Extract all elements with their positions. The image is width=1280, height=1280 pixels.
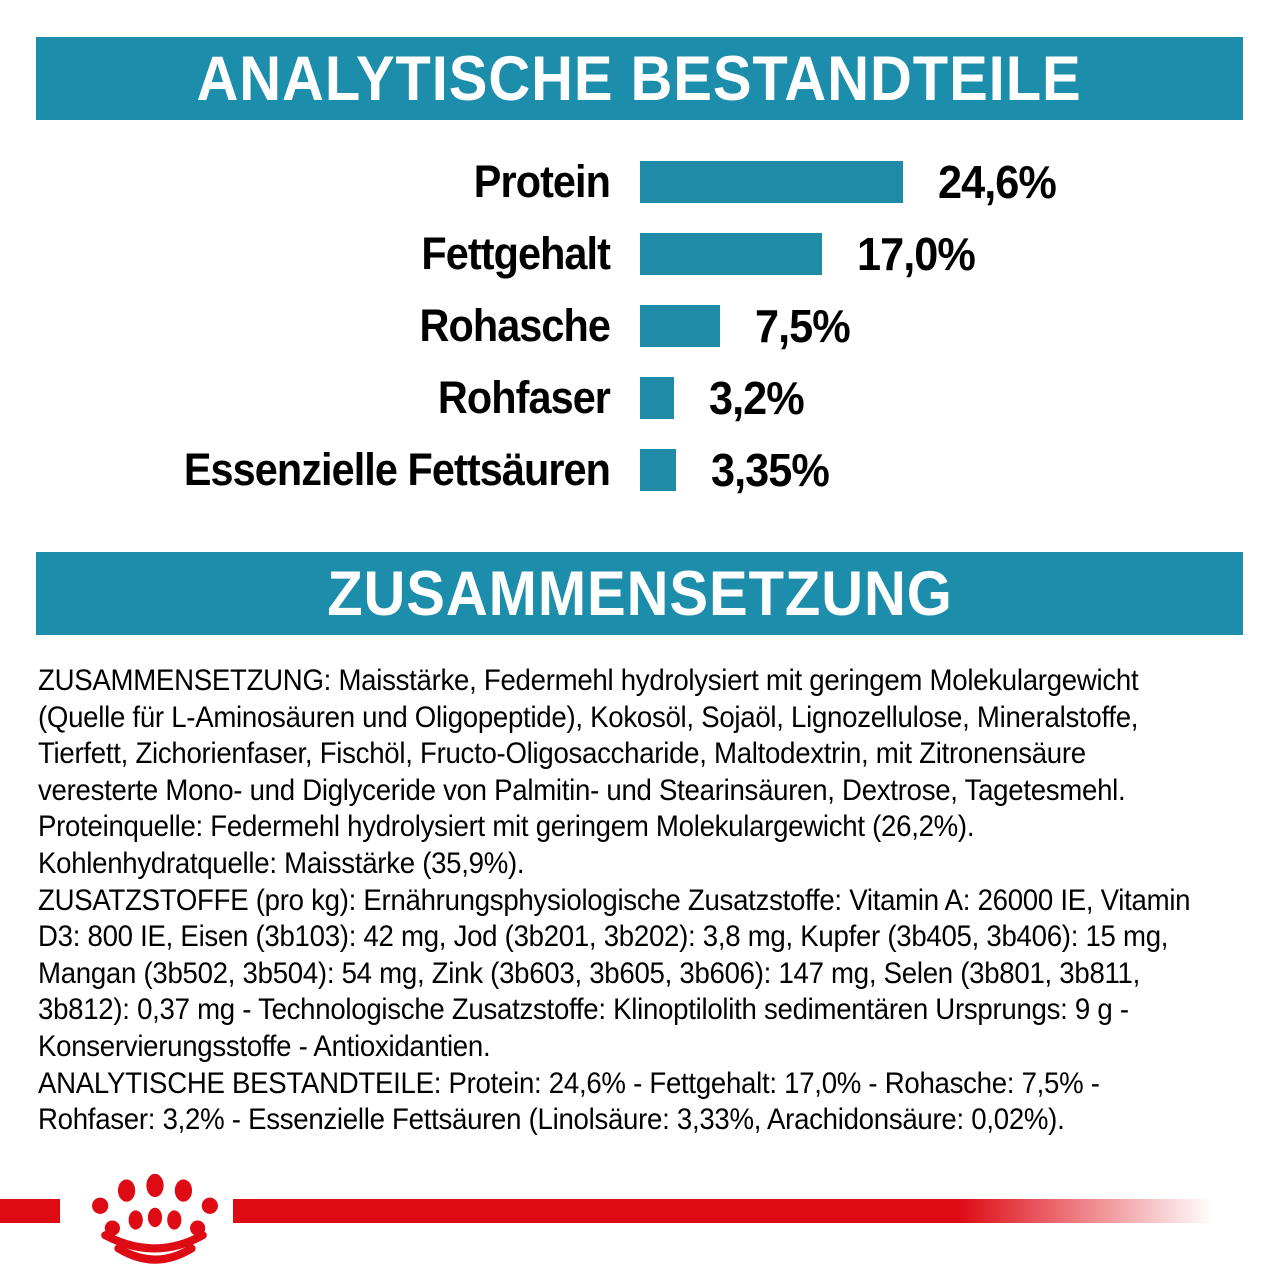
bar-label: Essenzielle Fettsäuren bbox=[183, 444, 611, 495]
bar-value: 3,35% bbox=[711, 444, 829, 496]
bar-label: Rohfaser bbox=[437, 372, 610, 423]
bar-protein bbox=[640, 161, 903, 203]
bar-rohasche bbox=[640, 305, 720, 347]
composition-line: (Quelle für L-Aminosäuren und Oligopeptide), Kokosöl, Sojaöl, Lignozellulose, Mineralstoffe, bbox=[38, 700, 1139, 734]
brand-stripe-left bbox=[0, 1199, 60, 1223]
composition-line: Kohlenhydratquelle: Maisstärke (35,9%). bbox=[38, 846, 525, 880]
royal-canin-crown-icon bbox=[89, 1174, 221, 1268]
chart-row-rohfaser bbox=[40, 372, 1240, 424]
bar-fettgehalt bbox=[640, 233, 822, 275]
composition-line: Proteinquelle: Federmehl hydrolysiert mit geringem Molekulargewicht (26,2%). bbox=[38, 810, 975, 844]
composition-line: 3b812): 0,37 mg - Technologische Zusatzstoffe: Klinoptilolith sedimentären Ursprungs: 9 g - bbox=[38, 993, 1129, 1027]
composition-header-title: ZUSAMMENSETZUNG bbox=[326, 558, 953, 629]
chart-row-fettgehalt bbox=[40, 228, 1240, 280]
bar-value: 7,5% bbox=[755, 300, 850, 352]
composition-line: ANALYTISCHE BESTANDTEILE: Protein: 24,6% - Fettgehalt: 17,0% - Rohasche: 7,5% - bbox=[38, 1066, 1100, 1100]
bar-label: Protein bbox=[473, 156, 610, 207]
bar-value: 24,6% bbox=[938, 156, 1056, 208]
analytics-bar-chart bbox=[40, 156, 1240, 520]
composition-text-block bbox=[38, 663, 1191, 1139]
chart-row-rohasche bbox=[40, 300, 1240, 352]
composition-line: D3: 800 IE, Eisen (3b103): 42 mg, Jod (3b201, 3b202): 3,8 mg, Kupfer (3b405, 3b406): 15 mg, bbox=[38, 920, 1169, 954]
bar-label: Rohasche bbox=[419, 300, 610, 351]
bar-label: Fettgehalt bbox=[421, 228, 610, 279]
bar-value: 3,2% bbox=[709, 372, 804, 424]
composition-header-band bbox=[36, 552, 1243, 635]
chart-row-essenzielle-fettsaeuren bbox=[40, 444, 1240, 496]
chart-row-protein bbox=[40, 156, 1240, 208]
analytics-header-band bbox=[36, 37, 1243, 120]
bar-value: 17,0% bbox=[857, 228, 975, 280]
analytics-header-title: ANALYTISCHE BESTANDTEILE bbox=[196, 43, 1083, 114]
bar-essenzielle-fettsaeuren bbox=[640, 449, 676, 491]
brand-stripe-right bbox=[233, 1199, 1213, 1223]
composition-line: ZUSATZSTOFFE (pro kg): Ernährungsphysiologische Zusatzstoffe: Vitamin A: 26000 IE, Vitamin bbox=[38, 883, 1191, 917]
composition-line: Konservierungsstoffe - Antioxidantien. bbox=[38, 1029, 491, 1063]
composition-line: Tierfett, Zichorienfaser, Fischöl, Fructo-Oligosaccharide, Maltodextrin, mit Zitronensäure bbox=[38, 737, 1086, 771]
composition-line: Mangan (3b502, 3b504): 54 mg, Zink (3b603, 3b605, 3b606): 147 mg, Selen (3b801, 3b811, bbox=[38, 956, 1141, 990]
composition-line: veresterte Mono- und Diglyceride von Palmitin- und Stearinsäuren, Dextrose, Tagetesmehl. bbox=[38, 773, 1126, 807]
bar-rohfaser bbox=[640, 377, 674, 419]
composition-line: ZUSAMMENSETZUNG: Maisstärke, Federmehl hydrolysiert mit geringem Molekulargewicht bbox=[38, 664, 1139, 697]
composition-line: Rohfaser: 3,2% - Essenzielle Fettsäuren (Linolsäure: 3,33%, Arachidonsäure: 0,02%). bbox=[38, 1103, 1065, 1137]
